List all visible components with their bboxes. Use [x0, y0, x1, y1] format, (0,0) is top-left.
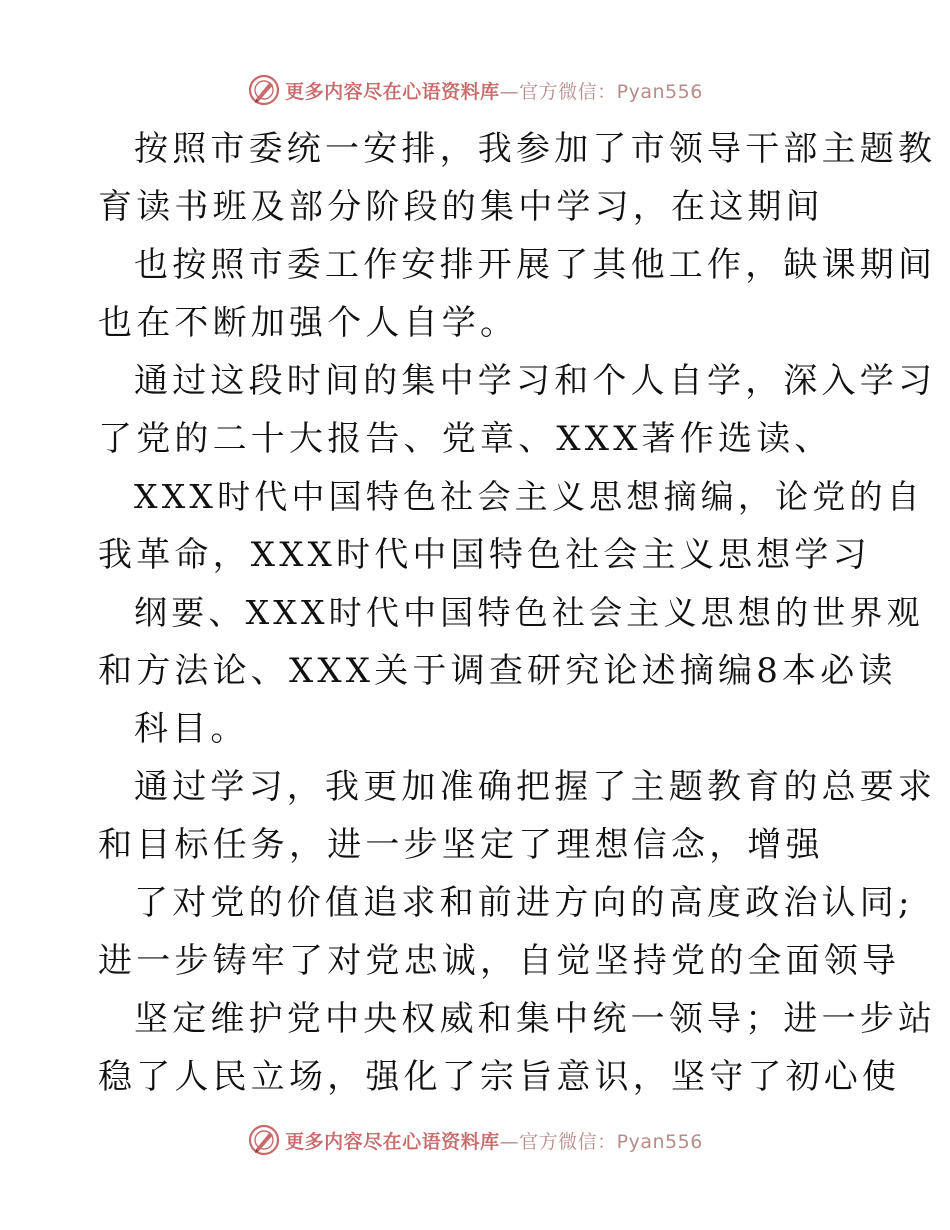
pen-circle-logo-icon — [247, 73, 281, 107]
watermark-text: 更多内容尽在心语资料库 — [285, 1130, 500, 1153]
paragraph-line: 进一步铸牢了对党忠诚，自觉坚持党的全面领导 — [98, 941, 901, 981]
paragraph-line: 稳了人民立场，强化了宗旨意识，坚守了初心使 — [98, 1057, 901, 1097]
watermark-banner-top — [0, 70, 950, 110]
paragraph-line: 按照市委统一安排，我参加了市领导干部主题教 — [134, 129, 937, 169]
paragraph-line: 通过学习，我更加准确把握了主题教育的总要求 — [134, 767, 937, 807]
watermark-contact: —官方微信：Pyan556 — [499, 1130, 703, 1153]
paragraph-line: 也在不断加强个人自学。 — [98, 303, 519, 343]
paragraph-line: 科目。 — [134, 709, 249, 749]
watermark-banner-bottom — [0, 1120, 950, 1160]
paragraph-line: 也按照市委工作安排开展了其他工作，缺课期间 — [134, 245, 937, 285]
pen-circle-logo-icon — [247, 1123, 281, 1157]
watermark-contact: —官方微信：Pyan556 — [499, 80, 703, 103]
paragraph-line: 了党的二十大报告、党章、XXX著作选读、 — [98, 419, 833, 459]
paragraph-line: 和方法论、XXX关于调查研究论述摘编8本必读 — [98, 651, 897, 691]
paragraph-line: XXX时代中国特色社会主义思想摘编，论党的自 — [134, 477, 924, 516]
paragraph-line: 坚定维护党中央权威和集中统一领导；进一步站 — [134, 999, 937, 1039]
paragraph-line: 了对党的价值追求和前进方向的高度政治认同; — [134, 883, 914, 923]
watermark-text: 更多内容尽在心语资料库 — [285, 80, 500, 103]
paragraph-line: 通过这段时间的集中学习和个人自学，深入学习 — [134, 361, 937, 401]
paragraph-line: 育读书班及部分阶段的集中学习，在这期间 — [98, 187, 824, 227]
paragraph-line: 纲要、XXX时代中国特色社会主义思想的世界观 — [134, 593, 924, 632]
paragraph-line: 和目标任务，进一步坚定了理想信念，增强 — [98, 825, 824, 865]
paragraph-line: 我革命，XXX时代中国特色社会主义思想学习 — [98, 535, 871, 575]
